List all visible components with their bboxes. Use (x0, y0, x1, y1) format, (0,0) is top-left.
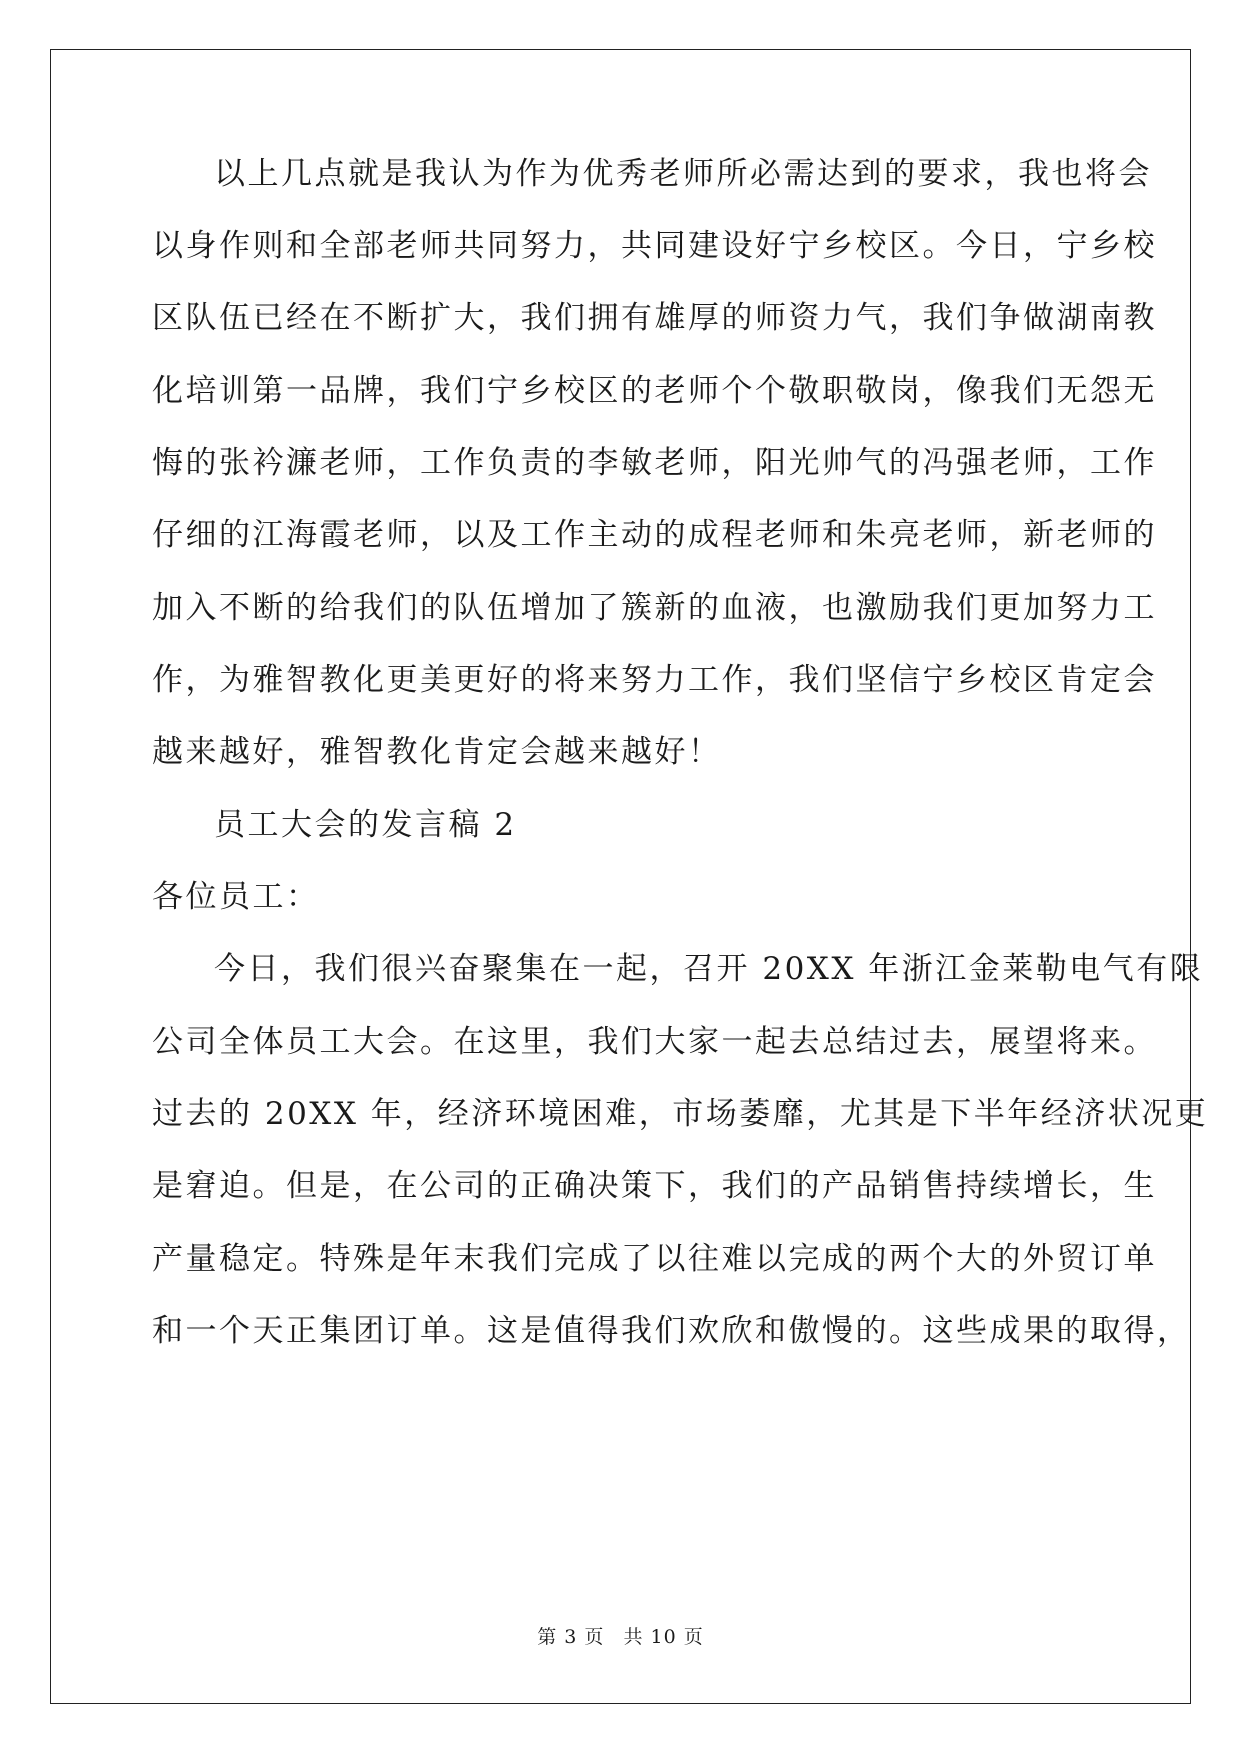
paragraph1-line: 越来越好，雅智教化肯定会越来越好！ (152, 734, 722, 770)
paragraph1-line: 加入不断的给我们的队伍增加了簇新的血液，也激励我们更加努力工 (152, 590, 1157, 626)
paragraph1-line: 化培训第一品牌，我们宁乡校区的老师个个敬职敬岗，像我们无怨无 (152, 373, 1157, 409)
paragraph2-line: 公司全体员工大会。在这里，我们大家一起去总结过去，展望将来。 (152, 1024, 1157, 1060)
paragraph2-line: 今日，我们很兴奋聚集在一起，召开 20XX 年浙江金莱勒电气有限 (214, 951, 1204, 987)
paragraph2-line: 过去的 20XX 年，经济环境困难，市场萎靡，尤其是下半年经济状况更 (152, 1096, 1209, 1132)
paragraph1-line: 仔细的江海霞老师，以及工作主动的成程老师和朱亮老师，新老师的 (152, 517, 1157, 553)
page-number: 第 3 页 (537, 1626, 605, 1648)
paragraph1-line: 悔的张衿濂老师，工作负责的李敏老师，阳光帅气的冯强老师，工作 (152, 445, 1157, 481)
paragraph2-line: 是窘迫。但是，在公司的正确决策下，我们的产品销售持续增长，生 (152, 1168, 1157, 1204)
paragraph2-line: 产量稳定。特殊是年末我们完成了以往难以完成的两个大的外贸订单 (152, 1241, 1157, 1277)
paragraph1-line: 作，为雅智教化更美更好的将来努力工作，我们坚信宁乡校区肯定会 (152, 662, 1157, 698)
paragraph1-line: 区队伍已经在不断扩大，我们拥有雄厚的师资力气，我们争做湖南教 (152, 300, 1157, 336)
paragraph1-line: 以上几点就是我认为作为优秀老师所必需达到的要求，我也将会 (214, 156, 1152, 192)
salutation: 各位员工： (152, 879, 320, 915)
page-footer (0, 1622, 1241, 1649)
page-total: 共 10 页 (623, 1626, 704, 1648)
section-title: 员工大会的发言稿 2 (214, 807, 517, 843)
paragraph2-line: 和一个天正集团订单。这是值得我们欢欣和傲慢的。这些成果的取得， (152, 1313, 1191, 1349)
paragraph1-line: 以身作则和全部老师共同努力，共同建设好宁乡校区。今日，宁乡校 (152, 228, 1157, 264)
